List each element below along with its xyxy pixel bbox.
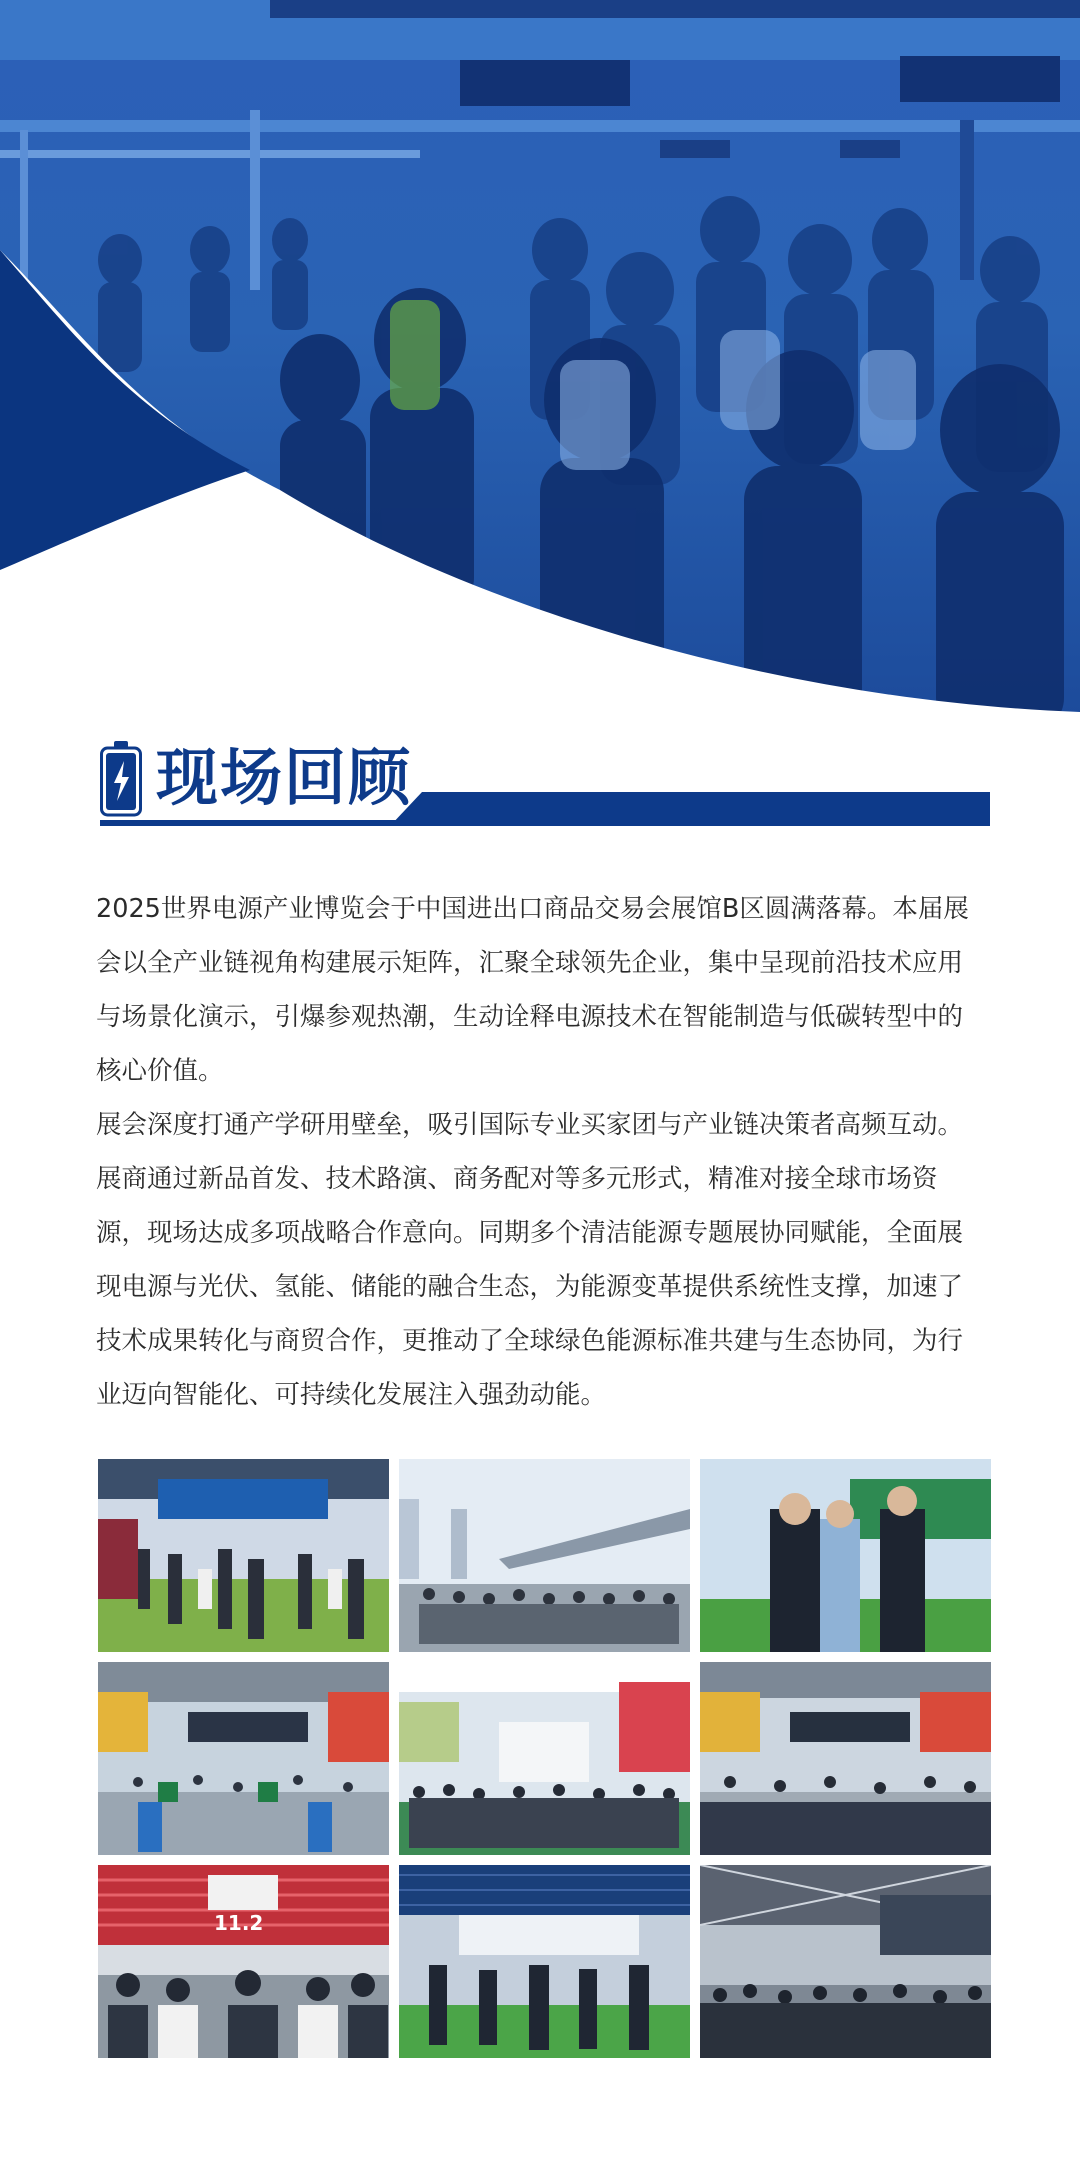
- text-line: 技术成果转化与商贸合作，更推动了全球绿色能源标准共建与生态协同，为行: [96, 1326, 964, 1356]
- text-line: 展商通过新品首发、技术路演、商务配对等多元形式，精准对接全球市场资: [96, 1164, 938, 1194]
- section-title: 现场回顾: [156, 741, 413, 814]
- text-line: 业迈向智能化、可持续化发展注入强劲动能。: [96, 1380, 607, 1410]
- event-photo-crowd-aisle: [700, 1865, 991, 2058]
- event-photo-hall-center: [399, 1662, 690, 1855]
- text-line: 会以全产业链视角构建展示矩阵，汇聚全球领先企业，集中呈现前沿技术应用: [96, 948, 964, 978]
- hero-banner: [0, 0, 1080, 730]
- event-review-text: [96, 882, 996, 1422]
- event-photo-hall-left: [98, 1662, 389, 1855]
- text-line: 2025世界电源产业博览会于中国进出口商品交易会展馆B区圆满落幕。本届展: [96, 894, 969, 924]
- text-line: 与场景化演示，引爆参观热潮，生动诠释电源技术在智能制造与低碳转型中的: [96, 1002, 964, 1032]
- event-photo-entrance: [98, 1459, 389, 1652]
- event-photo-queue: [399, 1459, 690, 1652]
- title-underline-bar: [100, 792, 990, 826]
- text-line: 展会深度打通产学研用壁垒，吸引国际专业买家团与产业链决策者高频互动。: [96, 1110, 964, 1140]
- photo-grid: [98, 1459, 991, 2059]
- hero-crowd-photo: [0, 0, 1080, 730]
- event-photo-hall-right: [700, 1662, 991, 1855]
- text-line: 核心价值。: [96, 1056, 224, 1086]
- event-photo-hall-11-2: [98, 1865, 389, 2058]
- hall-number-sign: 11.2: [214, 1911, 264, 1935]
- section-header: [100, 735, 990, 831]
- text-line: 源，现场达成多项战略合作意向。同期多个清洁能源专题展协同赋能，全面展: [96, 1218, 964, 1248]
- event-photo-visitors: [700, 1459, 991, 1652]
- text-line: 现电源与光伏、氢能、储能的融合生态，为能源变革提供系统性支撑，加速了: [96, 1272, 964, 1302]
- event-photo-exhibit-floor: [399, 1865, 690, 2058]
